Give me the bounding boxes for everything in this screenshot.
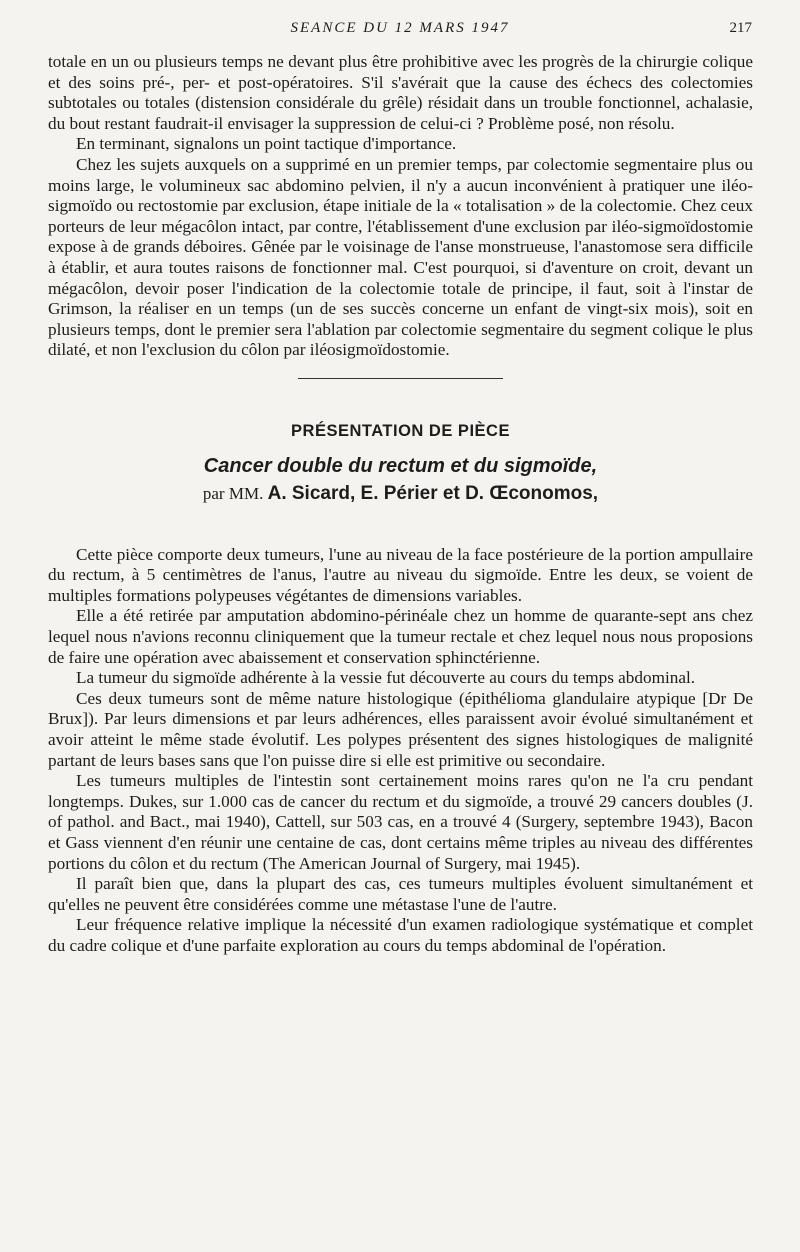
paragraph: Il paraît bien que, dans la plupart des cas, ces tumeurs multiples évoluent simultanément et qu'elles ne peuvent être considérées comme une métastase l'une de l'autre.: [48, 874, 753, 914]
section-divider: [298, 378, 503, 379]
paragraph: Chez les sujets auxquels on a supprimé en un premier temps, par colectomie segmentaire plus ou moins large, le volumineux sac abdomino pelvien, il n'y a aucun inconvénient à pratiquer une iléo-sigmoïdo ou rectostomie par exclusion, étape initiale de la « totalisation » de la colectomie. Chez ceux porteurs de leur mégacôlon intact, par contre, l'établissement d'une exclusion par iléo-sigmoïdostomie expose à de grands déboires. Gênée par le voisinage de l'anse monstrueuse, l'anastomose sera difficile à établir, et aura toutes raisons de fonctionner mal. C'est pourquoi, si d'aventure on croit, devant un mégacôlon, devoir poser l'indication de la colectomie totale de principe, il faut, soit à l'instar de Grimson, la réaliser en un temps (un de ses succès concerne un enfant de vingt-six mois), soit en plusieurs temps, dont le premier sera l'ablation par colectomie segmentaire du segment colique le plus dilaté, et non l'exclusion du côlon par iléosigmoïdostomie.: [48, 154, 753, 360]
running-head-title: SEANCE DU 12 MARS 1947: [290, 20, 510, 36]
paragraph: Leur fréquence relative implique la nécessité d'un examen radiologique systématique et complet du cadre colique et d'une parfaite exploration au cours du temps abdominal de l'opération.: [48, 915, 753, 955]
byline-prefix: par MM.: [202, 484, 264, 504]
page-number: 217: [729, 20, 752, 36]
page-content: [48, 52, 753, 957]
paragraph: Ces deux tumeurs sont de même nature histologique (épithélioma glandulaire atypique [Dr De Brux]). Par leurs dimensions et par leurs adhérences, elles paraissent avoir évolué simultanément et avoir atteint le même stade évolutif. Les polypes présentent des signes histologiques de malignité partant de leurs bases sans que l'on puisse dire si elle est primitive ou secondaire.: [48, 688, 753, 770]
paragraph: La tumeur du sigmoïde adhérente à la vessie fut découverte au cours du temps abdominal.: [76, 668, 696, 688]
byline-authors: A. Sicard, E. Périer et D. Œconomos,: [267, 483, 599, 505]
paragraph: En terminant, signalons un point tactique d'importance.: [76, 134, 457, 154]
article-title: Cancer double du rectum et du sigmoïde,: [203, 454, 598, 477]
section-heading: PRÉSENTATION DE PIÈCE: [291, 421, 510, 440]
paragraph: Cette pièce comporte deux tumeurs, l'une au niveau de la face postérieure de la portion ampullaire du rectum, à 5 centimètres de l'anus, l'autre au niveau du sigmoïde. Entre les deux, se voient de multiples formations polypeuses végétantes de dimensions variables.: [48, 544, 753, 605]
running-head: [0, 20, 800, 44]
paragraph: Elle a été retirée par amputation abdomino-périnéale chez un homme de quarante-sept ans chez lequel nous n'avions reconnu cliniquement que la tumeur rectale et chez lequel nous nous proposions de faire une opération avec abaissement et conservation sphinctérienne.: [48, 606, 753, 667]
paragraph-continued: totale en un ou plusieurs temps ne devant plus être prohibitive avec les progrès de la chirurgie colique et des soins pré-, per- et post-opératoires. S'il s'avérait que la cause des échecs des colectomies subtotales ou totales (distension considérale du grêle) résidait dans un trouble fonctionnel, achalasie, du bout restant faudrait-il envisager la suppression de celui-ci ? Problème posé, non résolu.: [48, 52, 753, 133]
byline: [48, 484, 753, 505]
paragraph: Les tumeurs multiples de l'intestin sont certainement moins rares qu'on ne l'a cru pendant longtemps. Dukes, sur 1.000 cas de cancer du rectum et du sigmoïde, a trouvé 29 cancers doubles (J. of pathol. and Bact., mai 1940), Cattell, sur 503 cas, en a trouvé 4 (Surgery, septembre 1943), Bacon et Gass viennent d'en réunir une centaine de cas, dont certains même triples au niveau des différentes portions du côlon et du rectum (The American Journal of Surgery, mai 1945).: [48, 771, 753, 873]
